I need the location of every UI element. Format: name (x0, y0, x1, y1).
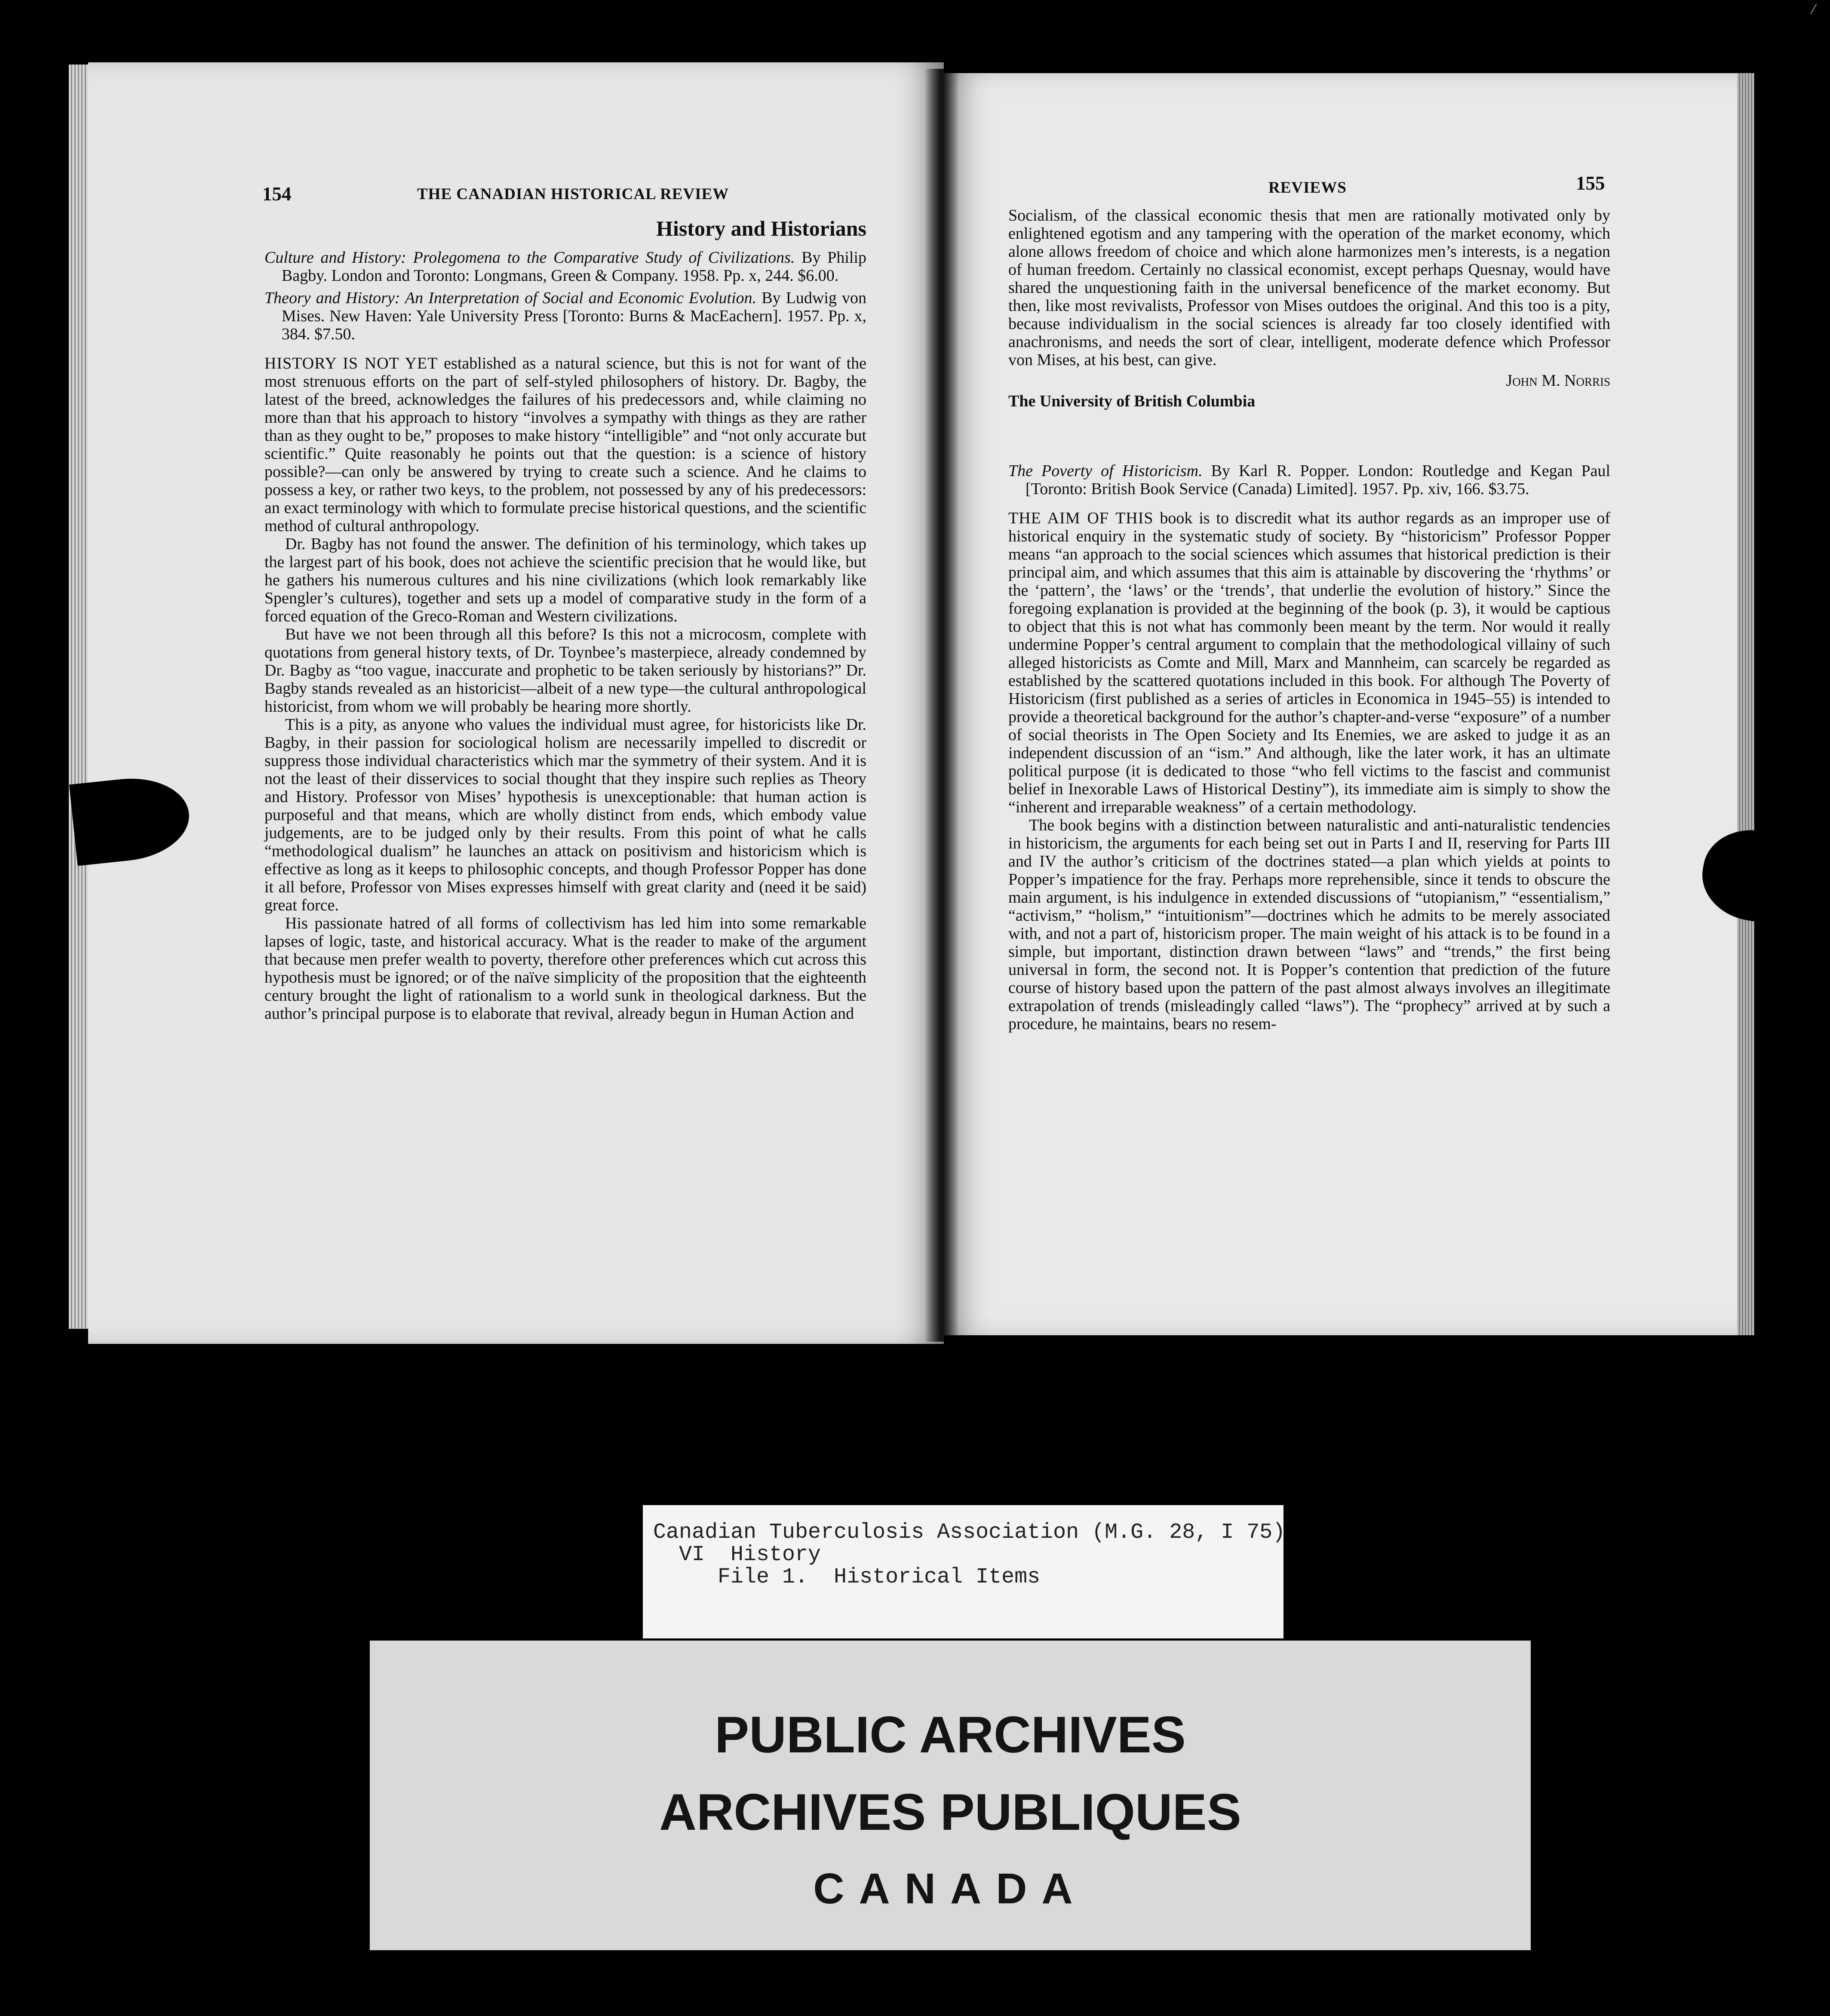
corner-mark: ⁄ (1812, 2, 1815, 17)
paragraph (1008, 509, 1610, 816)
citation-3-title: The Poverty of Historicism. (1008, 462, 1203, 480)
paragraph: But have we not been through all this before? Is this not a microcosm, complete with quotations from general history texts, of Dr. Toynbee’s masterpiece, already condemned by Dr. Bagby as “too vague, inaccurate and prophetic to be taken seriously by historians?” Dr. Bagby stands revealed as an historicist—albeit of a new type—the cultural anthropological historicist, from whom we will probably be hearing more shortly. (264, 625, 866, 716)
archives-line-3: CANADA (813, 1865, 1087, 1913)
archives-card (370, 1641, 1531, 1950)
citation-1 (264, 249, 866, 285)
citation-3-details: By Karl R. Popper. London: Routledge and Kegan Paul [Toronto: British Book Service (Canada) Limited]. 1957. Pp. xiv, 166. $3.75. (1026, 462, 1611, 498)
paragraph: This is a pity, as anyone who values the individual must agree, for historicists like Dr. Bagby, in their passion for sociological holism are necessarily impelled to discredit or suppress those individual characteristics which mar the symmetry of their system. And it is not the least of their disservices to social thought that they inspire such replies as Theory and History. Professor von Mises’ hypothesis is unexceptionable: that human action is purposeful and that means, which are wholly distinct from ends, which embody value judgements, are to be judged only by their results. From this point of what he calls “methodological dualism” he launches an attack on positivism and historicism which is effective as long as it keeps to philosophic concepts, and though Professor Popper has done it all before, Professor von Mises expresses himself with great clarity and (need it be said) great force. (264, 716, 866, 914)
citation-3 (1008, 462, 1610, 498)
citation-2-details: By Ludwig von Mises. New Haven: Yale University Press [Toronto: Burns & MacEachern]. 1957. Pp. x, 384. $7.50. (282, 289, 867, 343)
page-edges-right (1737, 73, 1754, 1335)
page-edges-left (69, 65, 90, 1329)
reviewer-affiliation: The University of British Columbia (1008, 392, 1256, 410)
file-label-line-1: Canadian Tuberculosis Association (M.G. 28, I 75) (653, 1520, 1286, 1545)
page-number-left: 154 (262, 183, 292, 205)
running-head-right: REVIEWS (1268, 179, 1347, 197)
file-label-line-2: VI History (653, 1543, 821, 1567)
archives-line-2: ARCHIVES PUBLIQUES (659, 1783, 1241, 1841)
paragraph-text: book is to discredit what its author regards as an improper use of historical enquiry in the systematic study of society. By “historicism” Professor Popper means “an approach to the social sciences which assumes that historical prediction is their principal aim, and which assumes that this aim is attainable by discovering the ‘rhythms’ or the ‘pattern’, the ‘laws’ or the ‘trends’, that underlie the evolution of history.” Since the foregoing explanation is provided at the beginning of the book (p. 3), it would be captious to object that this is not what has commonly been meant by the term. Nor would it really undermine Popper’s central argument to complain that the methodological villainy of such alleged historicists as Comte and Mill, Marx and Mannheim, can scarcely be regarded as established by the scattered quotations included in this book. For although The Poverty of Historicism (first published as a series of articles in Economica in 1945–55) is intended to provide a theoretical background for the author’s chapter-and-verse “exposure” of a number of social theorists in The Open Society and Its Enemies, we are asked to judge it as an independent discussion of an “ism.” And although, like the later work, it has an ultimate political purpose (it is dedicated to those “who fell victims to the fascist and communist belief in Inexorable Laws of Historical Destiny”), its immediate aim is simply to show the “inherent and irreparable weakness” of a certain methodology. (1008, 509, 1610, 816)
paragraph: His passionate hatred of all forms of collectivism has led him into some remarkable lapses of logic, taste, and historical accuracy. What is the reader to make of the argument that because men prefer wealth to poverty, therefore other preferences which cut across this hypothesis must be ignored; or of the naïve simplicity of the proposition that the eighteenth century brought the light of rationalism to a world sunk in theological darkness. But the author’s principal purpose is to elaborate that revival, already begun in Human Action and (264, 914, 866, 1023)
citation-2-title: Theory and History: An Interpretation of Social and Economic Evolution. (264, 289, 757, 307)
reviewer-signature: John M. Norris (1506, 372, 1610, 390)
running-head-left: THE CANADIAN HISTORICAL REVIEW (417, 185, 729, 203)
paragraph: Dr. Bagby has not found the answer. The definition of his terminology, which takes up the largest part of his book, does not achieve the scientific precision that he would like, but he gathers his numerous cultures and his nine civilizations (which look remarkably like Spengler’s cultures), together and sets up a model of comparative study in the form of a forced equation of the Greco-Roman and Western civilizations. (264, 535, 866, 625)
citation-1-details: By Philip Bagby. London and Toronto: Longmans, Green & Company. 1958. Pp. x, 244. $6.00. (282, 249, 867, 285)
continuation-paragraph: Socialism, of the classical economic thesis that men are rationally motivated only by enlightened egotism and any tampering with the operation of the market economy, which alone allows freedom of choice and which alone harmonizes men’s interests, is a negation of human freedom. Certainly no classical economist, except perhaps Quesnay, would have shared the unquestioning faith in the universal beneficence of the market economy. But then, like most revivalists, Professor von Mises outdoes the original. And this too is a pity, because individualism in the social sciences is already far too closely identified with anachronisms, and needs the sort of clear, intelligent, moderate defence which Professor von Mises, at his best, can give. (1008, 206, 1610, 369)
file-label-card (643, 1505, 1286, 1638)
right-page-text (1008, 206, 1610, 1033)
citation-1-title: Culture and History: Prolegomena to the Comparative Study of Civilizations. (264, 249, 795, 267)
paragraph (264, 354, 866, 535)
paragraph: The book begins with a distinction between naturalistic and anti-naturalistic tendencies in historicism, the arguments for each being set out in Parts I and II, reserving for Parts III and IV the author’s criticism of the doctrines stated—a plan which yields at points to Popper’s impatience for the fray. Perhaps more reprehensible, since it tends to obscure the main argument, is his indulgence in extended discussions of “utopianism,” “essentialism,” “activism,” “holism,” “intuitionism”—doctrines which he admits to be merely associated with, and not a part of, historicism proper. The main weight of his attack is to be found in a simple, but important, distinction drawn between “laws” and “trends,” the first being universal in form, the second not. It is Popper’s contention that prediction of the future course of history based upon the pattern of the past almost always involves an illegitimate extrapolation of trends (misleadingly called “laws”). The “prophecy” arrived at by such a procedure, he maintains, bears no resem- (1008, 816, 1610, 1033)
file-label-line-3: File 1. Historical Items (653, 1565, 1041, 1589)
left-page-text (264, 216, 867, 1023)
paragraph-text: established as a natural science, but this is not for want of the most strenuous efforts on the part of self-styled philosophers of history. Dr. Bagby, the latest of the breed, acknowledges the failures of his predecessors and, while claiming no more than that his approach to history “involves a sympathy with things as they are rather than as they ought to be,” proposes to make history “intelligible” and “not only accurate but scientific.” Quite reasonably he points out that the question: is a science of history possible?—can only be answered by trying to create such a science. And he claims to possess a key, or rather two keys, to the problem, not possessed by any of his predecessors: an exact terminology with which to formulate precise historical questions, and the scientific method of cultural anthropology. (264, 354, 866, 535)
paragraph-lead: HISTORY IS NOT YET (264, 354, 438, 372)
paragraph-lead: THE AIM OF THIS (1008, 509, 1154, 527)
book-gutter (924, 69, 959, 1342)
archives-line-1: PUBLIC ARCHIVES (715, 1706, 1186, 1764)
section-title: History and Historians (656, 216, 866, 240)
page-number-right: 155 (1576, 172, 1605, 194)
citation-2 (264, 289, 866, 343)
